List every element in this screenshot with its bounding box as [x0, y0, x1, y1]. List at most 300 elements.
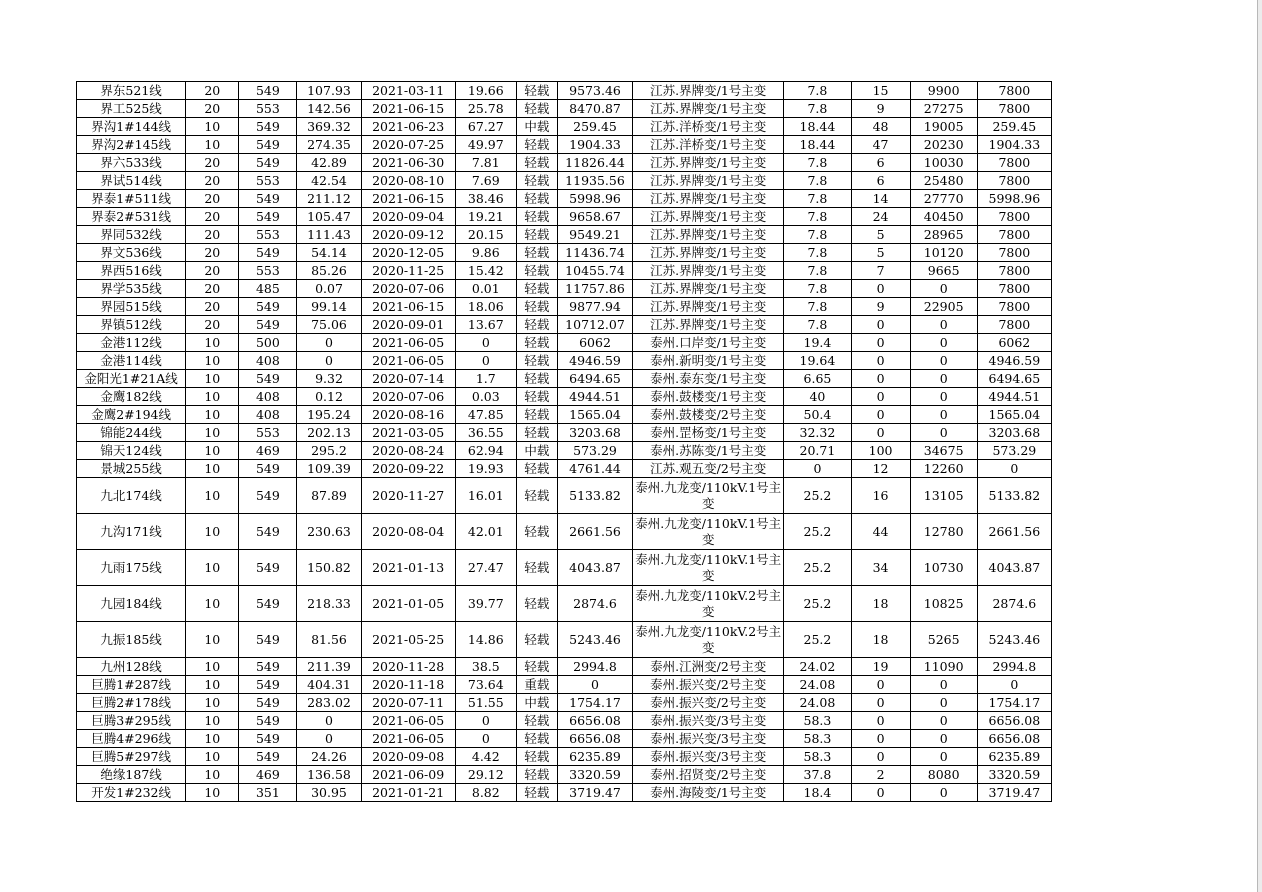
- count-cell: 0: [851, 352, 910, 370]
- voltage-cell: 10: [186, 442, 239, 460]
- substation-cell: 江苏.界牌变/1号主变: [633, 172, 784, 190]
- rate-cell: 0: [455, 712, 516, 730]
- rate-cell: 19.66: [455, 82, 516, 100]
- code-cell: 549: [239, 676, 297, 694]
- table-row: [77, 262, 1052, 280]
- substation-cell: 泰州.鼓楼变/2号主变: [633, 406, 784, 424]
- table-row: [77, 424, 1052, 442]
- transformer-cell: 7.8: [784, 100, 851, 118]
- table-row: [77, 226, 1052, 244]
- count-cell: 0: [851, 676, 910, 694]
- remaining-cell: 2994.8: [557, 658, 632, 676]
- line-name-cell: 界泰2#531线: [77, 208, 186, 226]
- count-cell: 0: [851, 316, 910, 334]
- load-status-cell: 重载: [516, 676, 557, 694]
- load-status-cell: 轻载: [516, 334, 557, 352]
- date-cell: 2020-11-28: [361, 658, 455, 676]
- code-cell: 549: [239, 712, 297, 730]
- count-cell: 6: [851, 172, 910, 190]
- voltage-cell: 20: [186, 172, 239, 190]
- date-cell: 2020-09-12: [361, 226, 455, 244]
- line-name-cell: 界东521线: [77, 82, 186, 100]
- load-cell: 0.07: [297, 280, 361, 298]
- capacity-cell: 27275: [910, 100, 977, 118]
- allowable-cell: 1904.33: [977, 136, 1051, 154]
- allowable-cell: 7800: [977, 298, 1051, 316]
- transformer-cell: 25.2: [784, 550, 851, 586]
- date-cell: 2020-07-25: [361, 136, 455, 154]
- transformer-cell: 0: [784, 460, 851, 478]
- load-status-cell: 轻载: [516, 622, 557, 658]
- table-row: [77, 280, 1052, 298]
- rate-cell: 15.42: [455, 262, 516, 280]
- line-name-cell: 开发1#232线: [77, 784, 186, 802]
- substation-cell: 泰州.苏陈变/1号主变: [633, 442, 784, 460]
- line-name-cell: 金阳光1#21A线: [77, 370, 186, 388]
- transformer-cell: 25.2: [784, 514, 851, 550]
- remaining-cell: 11935.56: [557, 172, 632, 190]
- voltage-cell: 10: [186, 352, 239, 370]
- load-status-cell: 轻载: [516, 154, 557, 172]
- allowable-cell: 2994.8: [977, 658, 1051, 676]
- remaining-cell: 6062: [557, 334, 632, 352]
- allowable-cell: 4043.87: [977, 550, 1051, 586]
- load-status-cell: 轻载: [516, 766, 557, 784]
- substation-cell: 江苏.洋桥变/1号主变: [633, 136, 784, 154]
- transformer-cell: 7.8: [784, 190, 851, 208]
- allowable-cell: 6062: [977, 334, 1051, 352]
- substation-cell: 泰州.振兴变/2号主变: [633, 694, 784, 712]
- substation-cell: 江苏.界牌变/1号主变: [633, 262, 784, 280]
- table-row: [77, 298, 1052, 316]
- transformer-cell: 7.8: [784, 316, 851, 334]
- page-edge: [1257, 0, 1262, 892]
- rate-cell: 0: [455, 334, 516, 352]
- transformer-cell: 50.4: [784, 406, 851, 424]
- line-name-cell: 九振185线: [77, 622, 186, 658]
- date-cell: 2020-08-04: [361, 514, 455, 550]
- allowable-cell: 4944.51: [977, 388, 1051, 406]
- capacity-cell: 20230: [910, 136, 977, 154]
- allowable-cell: 7800: [977, 82, 1051, 100]
- load-status-cell: 轻载: [516, 352, 557, 370]
- code-cell: 549: [239, 694, 297, 712]
- allowable-cell: 0: [977, 676, 1051, 694]
- remaining-cell: 9658.67: [557, 208, 632, 226]
- load-status-cell: 中载: [516, 442, 557, 460]
- table-row: [77, 316, 1052, 334]
- code-cell: 553: [239, 226, 297, 244]
- transformer-cell: 7.8: [784, 262, 851, 280]
- voltage-cell: 10: [186, 748, 239, 766]
- line-name-cell: 界学535线: [77, 280, 186, 298]
- date-cell: 2021-01-05: [361, 586, 455, 622]
- load-cell: 0: [297, 730, 361, 748]
- rate-cell: 7.81: [455, 154, 516, 172]
- line-name-cell: 界同532线: [77, 226, 186, 244]
- remaining-cell: 10455.74: [557, 262, 632, 280]
- count-cell: 16: [851, 478, 910, 514]
- voltage-cell: 10: [186, 550, 239, 586]
- rate-cell: 18.06: [455, 298, 516, 316]
- capacity-cell: 0: [910, 352, 977, 370]
- code-cell: 549: [239, 748, 297, 766]
- voltage-cell: 10: [186, 676, 239, 694]
- load-cell: 42.89: [297, 154, 361, 172]
- remaining-cell: 3719.47: [557, 784, 632, 802]
- voltage-cell: 10: [186, 118, 239, 136]
- load-cell: 111.43: [297, 226, 361, 244]
- transformer-cell: 7.8: [784, 244, 851, 262]
- remaining-cell: 1904.33: [557, 136, 632, 154]
- table-row: [77, 694, 1052, 712]
- line-name-cell: 界镇512线: [77, 316, 186, 334]
- date-cell: 2021-01-13: [361, 550, 455, 586]
- line-name-cell: 界园515线: [77, 298, 186, 316]
- allowable-cell: 7800: [977, 280, 1051, 298]
- code-cell: 549: [239, 208, 297, 226]
- transformer-cell: 24.08: [784, 694, 851, 712]
- load-cell: 99.14: [297, 298, 361, 316]
- count-cell: 2: [851, 766, 910, 784]
- substation-cell: 泰州.九龙变/110kV.2号主变: [633, 622, 784, 658]
- line-name-cell: 界沟2#145线: [77, 136, 186, 154]
- rate-cell: 47.85: [455, 406, 516, 424]
- allowable-cell: 7800: [977, 154, 1051, 172]
- date-cell: 2021-06-15: [361, 298, 455, 316]
- code-cell: 553: [239, 262, 297, 280]
- rate-cell: 39.77: [455, 586, 516, 622]
- count-cell: 0: [851, 694, 910, 712]
- table-row: [77, 712, 1052, 730]
- date-cell: 2020-11-25: [361, 262, 455, 280]
- date-cell: 2021-06-09: [361, 766, 455, 784]
- line-name-cell: 巨腾2#178线: [77, 694, 186, 712]
- voltage-cell: 20: [186, 298, 239, 316]
- transformer-cell: 19.4: [784, 334, 851, 352]
- load-cell: 369.32: [297, 118, 361, 136]
- voltage-cell: 20: [186, 262, 239, 280]
- count-cell: 5: [851, 226, 910, 244]
- voltage-cell: 10: [186, 514, 239, 550]
- rate-cell: 0.03: [455, 388, 516, 406]
- count-cell: 44: [851, 514, 910, 550]
- rate-cell: 62.94: [455, 442, 516, 460]
- allowable-cell: 3203.68: [977, 424, 1051, 442]
- substation-cell: 泰州.振兴变/3号主变: [633, 748, 784, 766]
- line-name-cell: 锦天124线: [77, 442, 186, 460]
- load-cell: 42.54: [297, 172, 361, 190]
- date-cell: 2021-03-11: [361, 82, 455, 100]
- code-cell: 553: [239, 172, 297, 190]
- date-cell: 2020-09-01: [361, 316, 455, 334]
- code-cell: 549: [239, 730, 297, 748]
- substation-cell: 江苏.洋桥变/1号主变: [633, 118, 784, 136]
- remaining-cell: 4946.59: [557, 352, 632, 370]
- load-status-cell: 轻载: [516, 226, 557, 244]
- substation-cell: 泰州.口岸变/1号主变: [633, 334, 784, 352]
- table-row: [77, 136, 1052, 154]
- count-cell: 0: [851, 424, 910, 442]
- substation-cell: 江苏.界牌变/1号主变: [633, 316, 784, 334]
- line-name-cell: 界西516线: [77, 262, 186, 280]
- voltage-cell: 10: [186, 712, 239, 730]
- capacity-cell: 0: [910, 424, 977, 442]
- transformer-cell: 7.8: [784, 208, 851, 226]
- allowable-cell: 3320.59: [977, 766, 1051, 784]
- code-cell: 549: [239, 190, 297, 208]
- substation-cell: 泰州.新明变/1号主变: [633, 352, 784, 370]
- code-cell: 549: [239, 118, 297, 136]
- load-status-cell: 轻载: [516, 208, 557, 226]
- voltage-cell: 20: [186, 82, 239, 100]
- table-row: [77, 730, 1052, 748]
- table-row: [77, 118, 1052, 136]
- rate-cell: 73.64: [455, 676, 516, 694]
- voltage-cell: 10: [186, 586, 239, 622]
- load-cell: 81.56: [297, 622, 361, 658]
- remaining-cell: 9573.46: [557, 82, 632, 100]
- rate-cell: 67.27: [455, 118, 516, 136]
- capacity-cell: 10825: [910, 586, 977, 622]
- code-cell: 553: [239, 424, 297, 442]
- substation-cell: 江苏.界牌变/1号主变: [633, 208, 784, 226]
- count-cell: 19: [851, 658, 910, 676]
- load-status-cell: 轻载: [516, 172, 557, 190]
- table-row: [77, 154, 1052, 172]
- code-cell: 549: [239, 154, 297, 172]
- remaining-cell: 1565.04: [557, 406, 632, 424]
- voltage-cell: 10: [186, 784, 239, 802]
- line-name-cell: 界六533线: [77, 154, 186, 172]
- load-cell: 0: [297, 334, 361, 352]
- capacity-cell: 34675: [910, 442, 977, 460]
- transformer-cell: 58.3: [784, 712, 851, 730]
- date-cell: 2021-01-21: [361, 784, 455, 802]
- allowable-cell: 7800: [977, 100, 1051, 118]
- load-cell: 0: [297, 712, 361, 730]
- line-name-cell: 九沟171线: [77, 514, 186, 550]
- load-cell: 0: [297, 352, 361, 370]
- allowable-cell: 7800: [977, 172, 1051, 190]
- capacity-cell: 8080: [910, 766, 977, 784]
- line-name-cell: 巨腾1#287线: [77, 676, 186, 694]
- load-status-cell: 轻载: [516, 82, 557, 100]
- count-cell: 12: [851, 460, 910, 478]
- count-cell: 0: [851, 406, 910, 424]
- capacity-cell: 22905: [910, 298, 977, 316]
- capacity-cell: 9665: [910, 262, 977, 280]
- code-cell: 351: [239, 784, 297, 802]
- load-cell: 230.63: [297, 514, 361, 550]
- load-cell: 87.89: [297, 478, 361, 514]
- date-cell: 2020-08-10: [361, 172, 455, 190]
- capacity-cell: 10730: [910, 550, 977, 586]
- date-cell: 2021-06-05: [361, 730, 455, 748]
- substation-cell: 江苏.界牌变/1号主变: [633, 190, 784, 208]
- allowable-cell: 6656.08: [977, 712, 1051, 730]
- date-cell: 2021-06-05: [361, 712, 455, 730]
- date-cell: 2021-06-15: [361, 100, 455, 118]
- voltage-cell: 20: [186, 280, 239, 298]
- allowable-cell: 5133.82: [977, 478, 1051, 514]
- count-cell: 48: [851, 118, 910, 136]
- transformer-cell: 7.8: [784, 298, 851, 316]
- substation-cell: 江苏.界牌变/1号主变: [633, 280, 784, 298]
- table-row: [77, 190, 1052, 208]
- line-name-cell: 九州128线: [77, 658, 186, 676]
- load-status-cell: 轻载: [516, 298, 557, 316]
- table-row: [77, 208, 1052, 226]
- rate-cell: 51.55: [455, 694, 516, 712]
- voltage-cell: 10: [186, 136, 239, 154]
- load-status-cell: 轻载: [516, 100, 557, 118]
- rate-cell: 36.55: [455, 424, 516, 442]
- capacity-cell: 10120: [910, 244, 977, 262]
- transformer-cell: 40: [784, 388, 851, 406]
- rate-cell: 1.7: [455, 370, 516, 388]
- allowable-cell: 2874.6: [977, 586, 1051, 622]
- table-row: [77, 550, 1052, 586]
- code-cell: 469: [239, 442, 297, 460]
- code-cell: 549: [239, 370, 297, 388]
- capacity-cell: 5265: [910, 622, 977, 658]
- table-row: [77, 586, 1052, 622]
- code-cell: 549: [239, 136, 297, 154]
- load-status-cell: 轻载: [516, 244, 557, 262]
- voltage-cell: 10: [186, 334, 239, 352]
- date-cell: 2020-09-04: [361, 208, 455, 226]
- count-cell: 9: [851, 298, 910, 316]
- load-status-cell: 轻载: [516, 424, 557, 442]
- transformer-cell: 18.4: [784, 784, 851, 802]
- substation-cell: 泰州.九龙变/110kV.1号主变: [633, 478, 784, 514]
- voltage-cell: 20: [186, 226, 239, 244]
- rate-cell: 38.5: [455, 658, 516, 676]
- transformer-cell: 25.2: [784, 586, 851, 622]
- date-cell: 2021-06-15: [361, 190, 455, 208]
- count-cell: 100: [851, 442, 910, 460]
- transformer-cell: 19.64: [784, 352, 851, 370]
- load-status-cell: 轻载: [516, 316, 557, 334]
- load-cell: 195.24: [297, 406, 361, 424]
- count-cell: 24: [851, 208, 910, 226]
- code-cell: 549: [239, 82, 297, 100]
- load-cell: 211.39: [297, 658, 361, 676]
- table-row: [77, 478, 1052, 514]
- transformer-cell: 58.3: [784, 748, 851, 766]
- allowable-cell: 5243.46: [977, 622, 1051, 658]
- remaining-cell: 11757.86: [557, 280, 632, 298]
- transformer-cell: 24.08: [784, 676, 851, 694]
- date-cell: 2021-06-23: [361, 118, 455, 136]
- load-status-cell: 轻载: [516, 478, 557, 514]
- allowable-cell: 6656.08: [977, 730, 1051, 748]
- load-status-cell: 中载: [516, 118, 557, 136]
- transformer-cell: 58.3: [784, 730, 851, 748]
- count-cell: 7: [851, 262, 910, 280]
- voltage-cell: 10: [186, 730, 239, 748]
- substation-cell: 泰州.振兴变/2号主变: [633, 676, 784, 694]
- load-status-cell: 中载: [516, 694, 557, 712]
- line-name-cell: 九北174线: [77, 478, 186, 514]
- date-cell: 2020-07-11: [361, 694, 455, 712]
- count-cell: 0: [851, 388, 910, 406]
- date-cell: 2021-06-05: [361, 352, 455, 370]
- substation-cell: 江苏.观五变/2号主变: [633, 460, 784, 478]
- load-cell: 150.82: [297, 550, 361, 586]
- date-cell: 2020-07-14: [361, 370, 455, 388]
- rate-cell: 13.67: [455, 316, 516, 334]
- load-status-cell: 轻载: [516, 784, 557, 802]
- load-status-cell: 轻载: [516, 658, 557, 676]
- count-cell: 0: [851, 334, 910, 352]
- remaining-cell: 5998.96: [557, 190, 632, 208]
- count-cell: 0: [851, 370, 910, 388]
- transformer-cell: 25.2: [784, 478, 851, 514]
- rate-cell: 16.01: [455, 478, 516, 514]
- code-cell: 408: [239, 352, 297, 370]
- count-cell: 18: [851, 622, 910, 658]
- load-status-cell: 轻载: [516, 262, 557, 280]
- date-cell: 2020-08-24: [361, 442, 455, 460]
- rate-cell: 14.86: [455, 622, 516, 658]
- transformer-cell: 7.8: [784, 172, 851, 190]
- table-row: [77, 442, 1052, 460]
- count-cell: 14: [851, 190, 910, 208]
- date-cell: 2020-08-16: [361, 406, 455, 424]
- load-cell: 75.06: [297, 316, 361, 334]
- load-cell: 142.56: [297, 100, 361, 118]
- substation-cell: 泰州.海陵变/1号主变: [633, 784, 784, 802]
- line-name-cell: 巨腾5#297线: [77, 748, 186, 766]
- load-status-cell: 轻载: [516, 136, 557, 154]
- load-status-cell: 轻载: [516, 730, 557, 748]
- transformer-cell: 24.02: [784, 658, 851, 676]
- table-body: [77, 82, 1052, 802]
- substation-cell: 泰州.振兴变/3号主变: [633, 712, 784, 730]
- capacity-cell: 0: [910, 730, 977, 748]
- rate-cell: 8.82: [455, 784, 516, 802]
- code-cell: 408: [239, 406, 297, 424]
- table-row: [77, 172, 1052, 190]
- capacity-cell: 9900: [910, 82, 977, 100]
- line-name-cell: 锦能244线: [77, 424, 186, 442]
- line-name-cell: 界工525线: [77, 100, 186, 118]
- rate-cell: 42.01: [455, 514, 516, 550]
- substation-cell: 江苏.界牌变/1号主变: [633, 244, 784, 262]
- table-row: [77, 622, 1052, 658]
- rate-cell: 0: [455, 352, 516, 370]
- line-name-cell: 九雨175线: [77, 550, 186, 586]
- capacity-cell: 0: [910, 748, 977, 766]
- date-cell: 2020-07-06: [361, 388, 455, 406]
- data-table: [76, 81, 1052, 802]
- allowable-cell: 1754.17: [977, 694, 1051, 712]
- table-row: [77, 658, 1052, 676]
- remaining-cell: 259.45: [557, 118, 632, 136]
- transformer-cell: 25.2: [784, 622, 851, 658]
- rate-cell: 9.86: [455, 244, 516, 262]
- transformer-cell: 7.8: [784, 280, 851, 298]
- count-cell: 34: [851, 550, 910, 586]
- voltage-cell: 10: [186, 388, 239, 406]
- date-cell: 2020-11-27: [361, 478, 455, 514]
- capacity-cell: 0: [910, 388, 977, 406]
- load-status-cell: 轻载: [516, 550, 557, 586]
- code-cell: 549: [239, 316, 297, 334]
- transformer-cell: 37.8: [784, 766, 851, 784]
